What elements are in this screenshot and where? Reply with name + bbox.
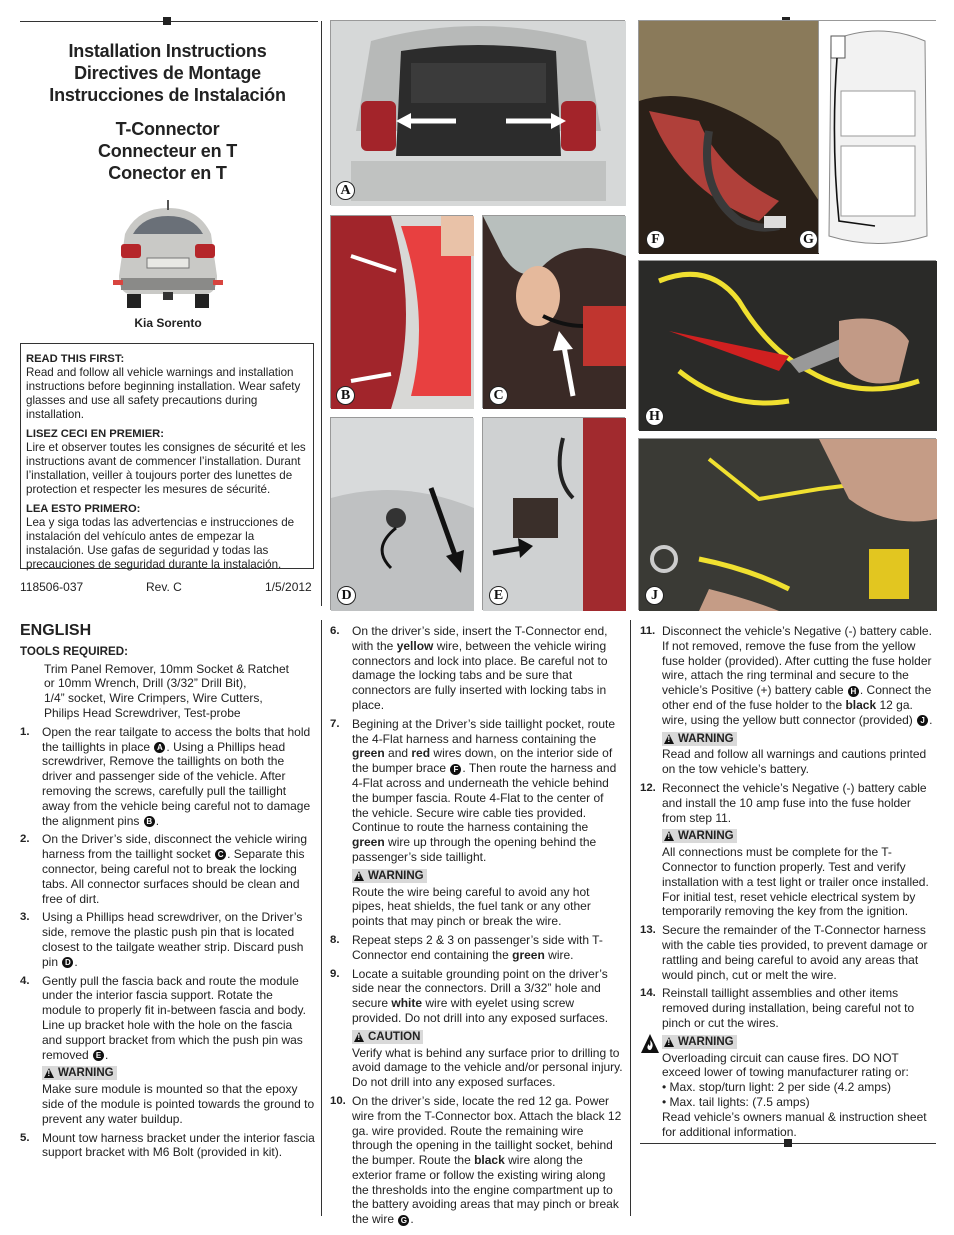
step-10 xyxy=(330,1094,623,1227)
read-first-heading-es: LEA ESTO PRIMERO: xyxy=(26,503,141,515)
subtitle-en: T-Connector xyxy=(115,119,220,139)
tool-line: or 10mm Wrench, Drill (3/32” Drill Bit), xyxy=(44,676,247,691)
title-en: Installation Instructions xyxy=(68,41,267,61)
ref-g-icon: G xyxy=(398,1215,409,1226)
tool-line: Philips Head Screwdriver, Test-probe xyxy=(44,705,241,720)
warning-icon xyxy=(354,871,364,881)
step-12 xyxy=(640,781,936,825)
warning-text: Make sure module is mounted so that the epoxy side of the module is pointed towards the ground to prevent any water buildup. xyxy=(42,1082,315,1126)
photo-g xyxy=(803,20,936,253)
title-fr: Directives de Montage xyxy=(74,63,261,83)
step-text: Open the rear tailgate to access the bolts that hold the taillights in place A . Using a Phillips head screwdriver, Remove the taillights on both the driver and passenger side of the vehicle. After removing the screws, carefully pull the taillight away from the vehicle being careful not to damage the alignment pins B . xyxy=(42,724,311,828)
top-marker xyxy=(163,17,171,25)
read-first-body-en: Read and follow all vehicle warnings and installation instructions before beginning installation. Wear safety glasses and use all safety precautions during installation. xyxy=(26,366,301,421)
warning-badge: ! WARNING xyxy=(662,829,737,843)
column-2 xyxy=(330,624,623,1231)
step-text: Locate a suitable grounding point on the driver’s side near the connectors. Drill a 3/32” hole and secure white wire with eyelet using screw provided. Do not drill into any exposed surfaces. xyxy=(352,966,609,1025)
ref-f-icon: F xyxy=(450,764,461,775)
photo-d xyxy=(330,417,473,610)
column-3 xyxy=(640,624,936,1143)
column-1 xyxy=(20,624,315,1164)
step-number: 4. xyxy=(20,974,30,987)
step-2 xyxy=(20,832,315,906)
photo-f xyxy=(638,20,818,253)
photo-j xyxy=(638,438,936,610)
column-divider-2 xyxy=(630,620,631,1216)
tool-line: Trim Panel Remover, 10mm Socket & Ratchet xyxy=(44,661,289,676)
step-number: 13. xyxy=(640,924,656,937)
step-11 xyxy=(640,624,936,728)
step-text: Mount tow harness bracket under the interior fascia support bracket with M6 Bolt (provided in kit). xyxy=(42,1130,315,1160)
step-text: Disconnect the vehicle’s Negative (-) battery cable. If not removed, remove the fuse from the yellow fuse holder (provided). After cutting the fuse holder wire, attach the ring terminal and secure to the vehicle’s Positive (+) battery cable H . Connect the other end of the fuse holder to the black 12 ga. wire, using the yellow butt connector (provided) J . xyxy=(662,624,933,727)
warning-text: Route the wire being careful to avoid any hot pipes, heat shields, the fuel tank or any other points that may pinch or break the wire. xyxy=(352,884,591,929)
warning-badge: ! WARNING xyxy=(352,869,427,883)
step-9 xyxy=(330,967,623,1026)
ref-b-icon: B xyxy=(144,816,155,827)
vertical-rule-top xyxy=(321,21,322,606)
fire-icon xyxy=(640,1033,660,1055)
read-first-heading-fr: LISEZ CECI EN PREMIER: xyxy=(26,428,164,440)
warning-12 xyxy=(640,829,936,919)
ref-e-icon: E xyxy=(93,1050,104,1061)
ref-a-icon: A xyxy=(154,742,165,753)
step-number: 9. xyxy=(330,967,340,980)
step-7 xyxy=(330,717,623,865)
ref-c-icon: C xyxy=(215,849,226,860)
warning-text: Overloading circuit can cause fires. DO NOT exceed lower of towing manufacturer rating or: xyxy=(662,1050,909,1080)
part-number: 118506-037 xyxy=(20,580,84,594)
vehicle-photo xyxy=(107,196,229,314)
warning-text: • Max. stop/turn light: 2 per side (4.2 amps) xyxy=(662,1080,891,1095)
subtitle-fr: Connecteur en T xyxy=(97,141,237,161)
column-divider-1 xyxy=(321,620,322,1216)
step-number: 8. xyxy=(330,933,340,946)
label-b: B xyxy=(336,386,355,405)
warning-7 xyxy=(330,869,623,929)
label-f: F xyxy=(646,230,665,249)
step-6 xyxy=(330,624,623,713)
photo-e xyxy=(482,417,625,610)
step-number: 1. xyxy=(20,725,30,738)
ref-j-icon: J xyxy=(917,715,928,726)
step-text: Repeat steps 2 & 3 on passenger’s side with T-Connector end containing the green wire. xyxy=(352,932,603,962)
read-first-body-fr: Lire et observer toutes les consignes de sécurité et les instructions avant de commencer l’installation. Durant l’installation, veiller à toujours porter des lunettes de protection et respecter les mesures de sécurité. xyxy=(26,441,306,496)
step-13 xyxy=(640,923,936,982)
step-text: Secure the remainder of the T-Connector harness with the cable ties provided, to prevent damage or rattling and being careful to avoid any areas that would pinch, cut or melt the wire. xyxy=(662,923,928,982)
tools-list xyxy=(20,662,315,721)
photo-a xyxy=(330,20,625,205)
warning-icon xyxy=(664,1037,674,1047)
warning-badge: ! WARNING xyxy=(42,1066,117,1080)
photo-h xyxy=(638,260,936,430)
label-j: J xyxy=(645,586,664,605)
step-14 xyxy=(640,986,936,1030)
step-number: 7. xyxy=(330,717,340,730)
caution-text: Verify what is behind any surface prior to drilling to avoid damage to the vehicle and/or personal injury. Do not drill into any exposed surfaces. xyxy=(352,1045,623,1090)
warning-4 xyxy=(20,1066,315,1126)
step-text: Begining at the Driver’s side taillight pocket, route the 4-Flat harness and harness containing the green and red wires down, on the interior side of the bumper brace F . Then route the harness and 4-Flat across and underneath the vehicle behind the bumper fascia. Route 4-Flat to the center of the vehicle. Secure wire cable ties provided. Continue to route the harness containing the green wire up through the opening behind the passenger’s side taillight. xyxy=(352,716,617,864)
step-text: On the Driver’s side, disconnect the vehicle wiring harness from the taillight socket C . Separate this connector, being careful not to break the locking tabs. All connector surfaces should be clean and free of dirt. xyxy=(42,832,308,906)
step-1 xyxy=(20,725,315,829)
step-text: Using a Phillips head screwdriver, on the Driver’s side, remove the plastic push pin that is located closest to the tailgate weather strip. Discard push pin D . xyxy=(42,910,304,969)
vehicle-caption: Kia Sorento xyxy=(134,316,202,330)
caution-icon xyxy=(354,1032,364,1042)
step-text: On the driver’s side, locate the red 12 ga. Power wire from the T-Connector box. Attach the black 12 ga. wire provided. Route the remaining wire through the opening in the taillight socket, behind the bumper. Route the black wire along the exterior frame or follow the existing wiring along the thresholds into the engine compartment up to the battery avoiding areas that may pinch or break the wire G . xyxy=(352,1093,622,1227)
step-number: 11. xyxy=(640,625,656,637)
caution-badge: ! CAUTION xyxy=(352,1030,423,1044)
caution-9 xyxy=(330,1030,623,1090)
warning-text: All connections must be complete for the T-Connector to function properly. Test and verify installation with a test light or trailer once installed. For initial test, reset vehicle electrical system by temporarily removing the key from the ignition. xyxy=(662,845,929,919)
step-number: 3. xyxy=(20,911,30,924)
step-3 xyxy=(20,910,315,969)
english-heading: ENGLISH xyxy=(20,622,92,639)
label-d: D xyxy=(337,586,356,605)
subtitle-es: Conector en T xyxy=(108,163,227,183)
warning-icon xyxy=(664,831,674,841)
read-first-box xyxy=(20,343,314,569)
warning-text: Read and follow all warnings and cautions printed on the tow vehicle’s battery. xyxy=(662,747,927,777)
label-a: A xyxy=(336,181,355,200)
tool-line: 1/4” socket, Wire Crimpers, Wire Cutters, xyxy=(44,691,263,706)
title-es: Instrucciones de Instalación xyxy=(49,85,286,105)
photo-b xyxy=(330,215,473,408)
step-4 xyxy=(20,974,315,1063)
date: 1/5/2012 xyxy=(265,580,312,594)
step-number: 14. xyxy=(640,987,656,1000)
photo-c xyxy=(482,215,625,408)
step-number: 2. xyxy=(20,833,30,846)
step-text: Reconnect the vehicle’s Negative (-) battery cable and install the 10 amp fuse into the fuse holder from step 11. xyxy=(662,780,927,825)
label-c: C xyxy=(489,386,508,405)
step-number: 6. xyxy=(330,625,340,637)
step-number: 5. xyxy=(20,1131,30,1144)
warning-badge: ! WARNING xyxy=(662,1035,737,1049)
warning-text: Read vehicle’s owners manual & instruction sheet for additional information. xyxy=(662,1109,927,1139)
warning-text: • Max. tail lights: (7.5 amps) xyxy=(662,1094,810,1109)
revision: Rev. C xyxy=(146,580,182,594)
tools-heading: TOOLS REQUIRED: xyxy=(20,644,129,658)
warning-badge: ! WARNING xyxy=(662,732,737,746)
label-h: H xyxy=(645,407,664,426)
step-8 xyxy=(330,933,623,963)
label-g: G xyxy=(799,230,818,249)
step-text: On the driver’s side, insert the T-Connector end, with the yellow wire, between the vehicle wiring connectors and lock into place. Be careful not to damage the locking tabs and be sure that connectors are fully inserted with locking tabs in place. xyxy=(352,624,608,712)
label-e: E xyxy=(489,586,508,605)
title-block xyxy=(20,40,315,184)
warning-icon xyxy=(664,734,674,744)
ref-d-icon: D xyxy=(62,957,73,968)
read-first-heading-en: READ THIS FIRST: xyxy=(26,353,125,365)
step-text: Reinstall taillight assemblies and other items removed during installation, being careful not to pinch or cut the wires. xyxy=(662,986,915,1030)
read-first-body-es: Lea y siga todas las advertencias e instrucciones de instalación del vehículo antes de empezar la instalación. Use gafas de seguridad y todas las precauciones de seguridad durante la instalación. xyxy=(26,516,295,571)
warning-14 xyxy=(640,1035,936,1140)
step-number: 12. xyxy=(640,781,656,794)
step-number: 10. xyxy=(330,1094,346,1107)
step-text: Gently pull the fascia back and route the module under the interior fascia support. Rotate the module to properly fit in-between fascia and body. Line up bracket hole with the hole on the fascia and support bracket from which the push pin was removed E . xyxy=(42,973,306,1062)
warning-icon xyxy=(44,1068,54,1078)
ref-h-icon: H xyxy=(848,686,859,697)
warning-11 xyxy=(640,732,936,777)
step-5 xyxy=(20,1131,315,1161)
